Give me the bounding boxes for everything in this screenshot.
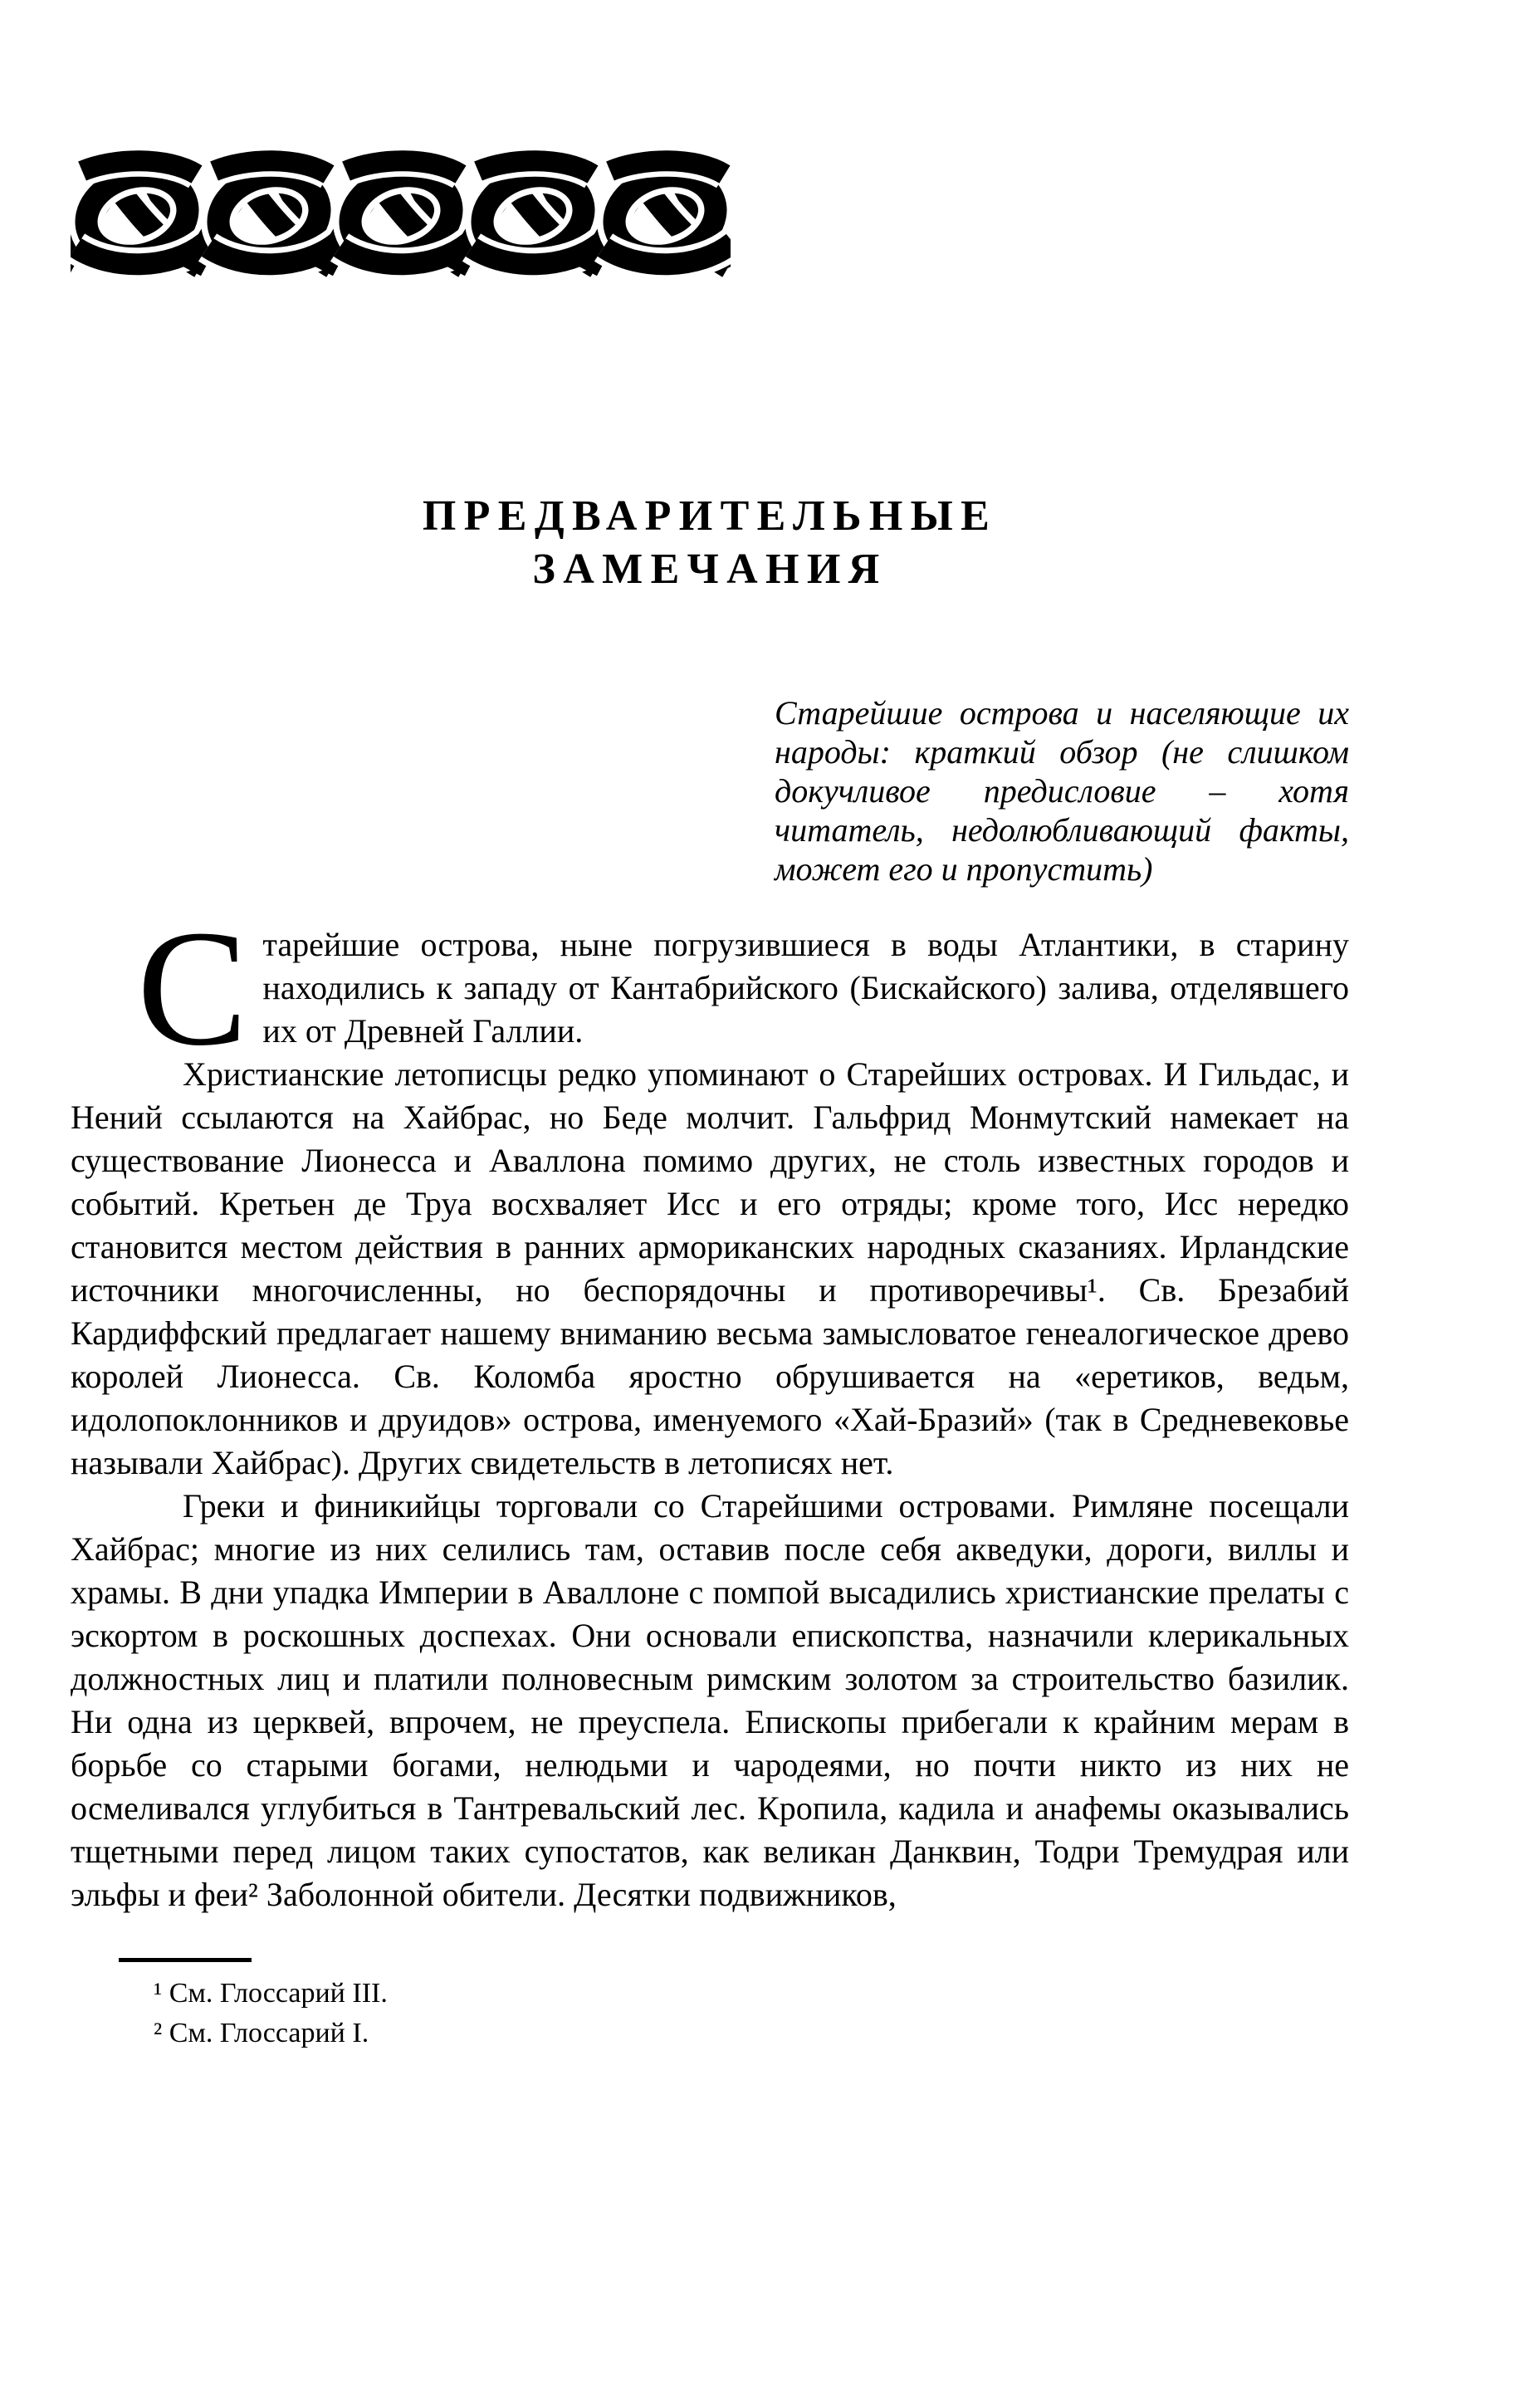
paragraph-1-text: тарейшие острова, ныне погрузившиеся в воды Атлантики, в старину находились к западу от Кантабрийского (Бискайского) залива, отделявшего их от Древней Галлии. xyxy=(262,926,1349,1050)
chapter-title-line2: ЗАМЕЧАНИЯ xyxy=(532,546,887,593)
paragraph-1 xyxy=(71,897,1349,1080)
footnotes xyxy=(71,1974,1349,2053)
chapter-title xyxy=(71,490,1349,596)
paragraph-3: Греки и финикийцы торговали со Старейшими островами. Римляне посещали Хайбрас; многие из них селились там, оставив после себя акведуки, дороги, виллы и храмы. В дни упадка Империи в Аваллоне с помпой высадились христианские прелаты с эскортом в роскошных доспехах. Они основали епископства, назначили клерикальных должностных лиц и платили полновесным римским золотом за строительство базилик. Ни одна из церквей, впрочем, не преуспела. Епископы прибегали к крайним мерам в борьбе со старыми богами, нелюдьми и чародеями, но почти никто из них не осмеливался углубиться в Тантревальский лес. Кропила, кадила и анафемы оказывались тщетными перед лицом таких супостатов, как великан Данквин, Тодри Тремудрая или эльфы и феи² Заболонной обители. Десятки подвижников, xyxy=(71,1487,1349,1913)
chapter-title-line1: ПРЕДВАРИТЕЛЬНЫЕ xyxy=(422,492,998,540)
body-text xyxy=(71,897,1349,1916)
drop-cap: С xyxy=(137,897,248,1080)
paragraph-2: Христианские летописцы редко упоминают о Старейших островах. И Гильдас, и Нений ссылаются на Хайбрас, но Беде молчит. Гальфрид Монмутский намекает на существование Лионесса и Аваллона помимо других, не столь известных городов и событий. Кретьен де Труа восхваляет Исс и его отряды; кроме того, Исс нередко становится местом действия в ранних армориканских народных сказаниях. Ирландские источники многочисленны, но беспорядочны и противоречивы¹. Св. Брезабий Кардиффский предлагает нашему вниманию весьма замысловатое генеалогическое древо королей Лионесса. Св. Коломба яростно обрушивается на «еретиков, ведьм, идолопоклонников и друидов» острова, именуемого «Хай-Бразий» (так в Средневековье называли Хайбрас). Других свидетельств в летописях нет. xyxy=(71,1055,1349,1481)
footnote-1: ¹ См. Глоссарий III. xyxy=(154,1978,388,2009)
epigraph: Старейшие острова и населяющие их народы: краткий обзор (не слишком докучливое предисловие – хотя читатель, недолюбливающий факты, может его и пропустить) xyxy=(775,694,1349,888)
footnote-2: ² См. Глоссарий I. xyxy=(154,2018,369,2048)
celtic-knot-ornament-icon xyxy=(71,149,731,278)
footnote-rule xyxy=(119,1958,252,1962)
